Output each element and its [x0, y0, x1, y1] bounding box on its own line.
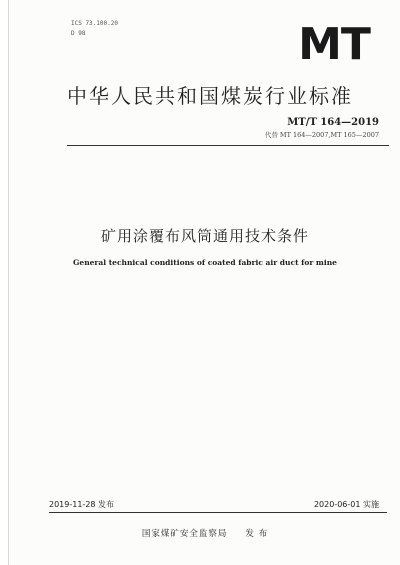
- document-title-english: General technical conditions of coated fabric air duct for mine: [73, 258, 337, 267]
- mt-logo: MT: [298, 19, 370, 70]
- ics-code: ICS 73.100.20: [71, 20, 118, 27]
- issuer-action: 发 布: [245, 529, 269, 539]
- footer-rule: [49, 512, 387, 513]
- implementation-date: 2020-06-01 实施: [313, 500, 379, 509]
- issuer-line: [9, 527, 400, 539]
- document-title-chinese: 矿用涂覆布风筒通用技术条件: [100, 227, 309, 245]
- issue-date: 2019-11-28 发布: [49, 500, 115, 509]
- classification-codes: [71, 19, 118, 39]
- header-rule: [67, 145, 389, 146]
- issuer-name: 国家煤矿安全监察局: [141, 529, 228, 539]
- standard-number: MT/T 164—2019: [287, 117, 379, 128]
- ccs-code: D 98: [71, 30, 86, 37]
- replaces-note: 代替 MT 164—2007,MT 165—2007: [264, 131, 379, 139]
- document-page: [8, 0, 400, 565]
- standard-category-title: 中华人民共和国煤炭行业标准: [67, 84, 353, 108]
